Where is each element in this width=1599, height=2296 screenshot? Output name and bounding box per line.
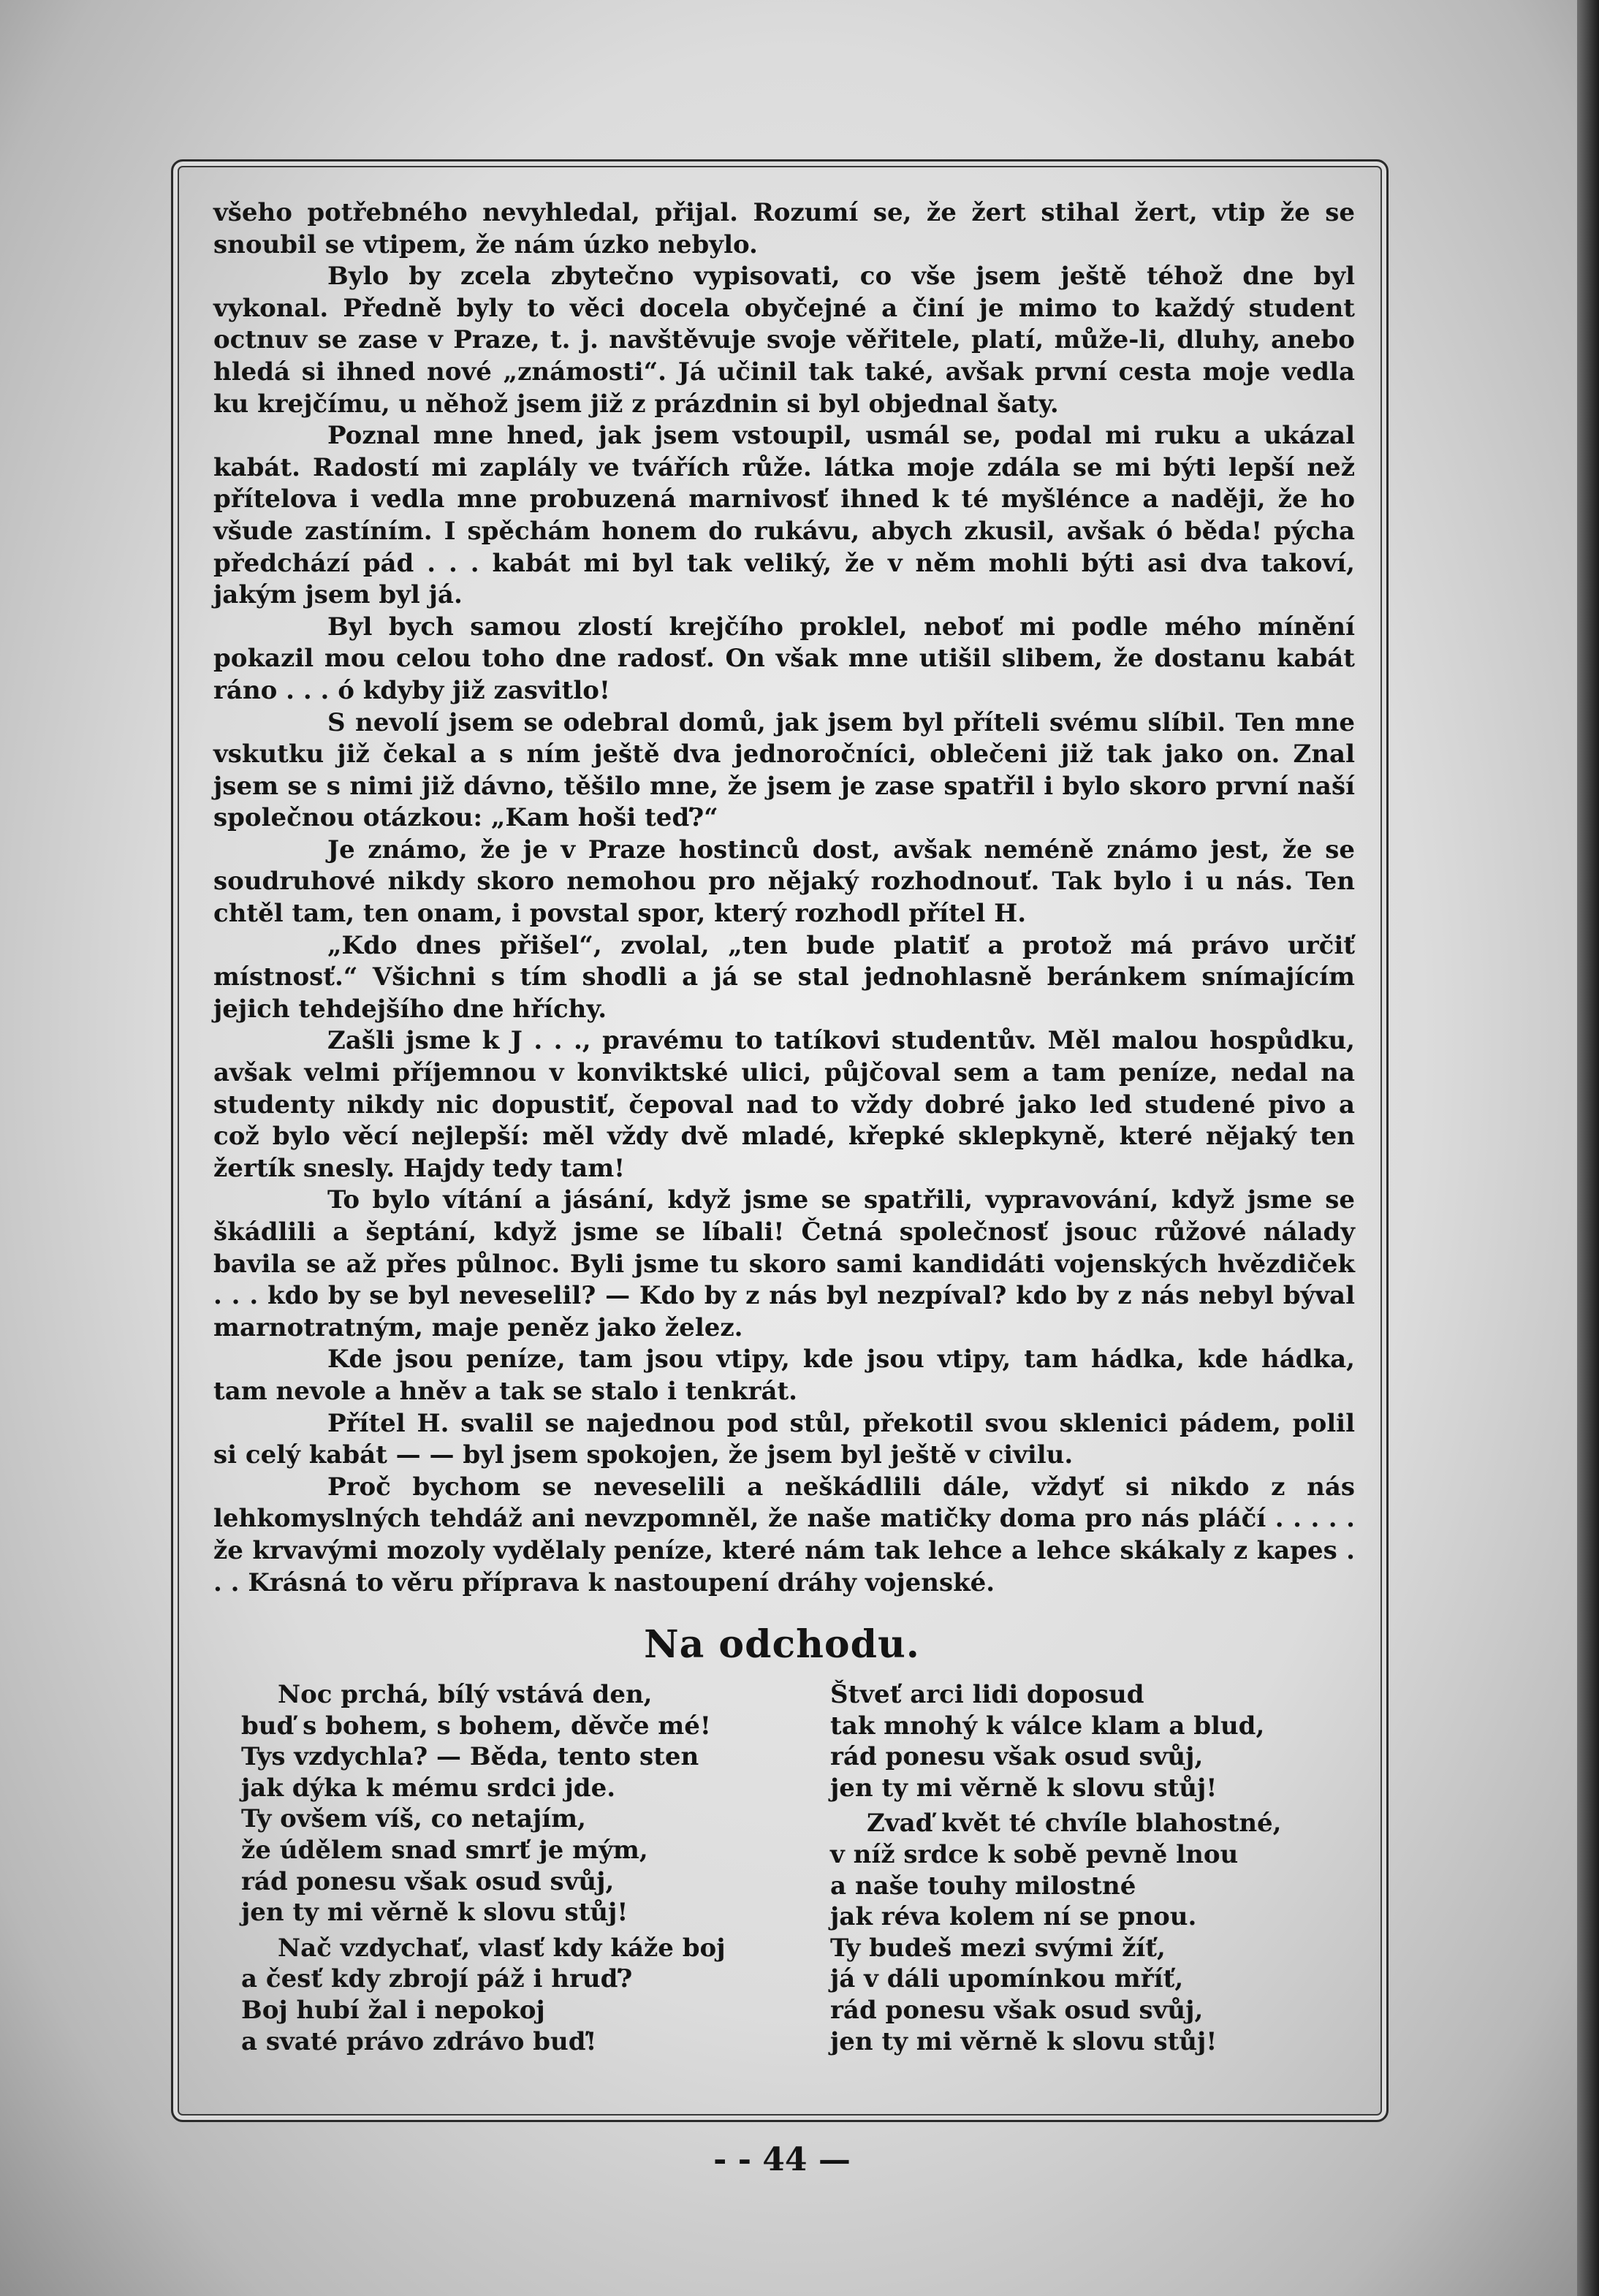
paragraph: Kde jsou peníze, tam jsou vtipy, kde jsou vtipy, tam hádka, kde hádka, tam nevole a hněv a tak se stalo i tenkrát. <box>213 1345 1355 1406</box>
paragraph: Je známo, že je v Praze hostinců dost, avšak neméně známo jest, že se soudruhové nikdy skoro nemohou pro nějaký rozhodnouť. Tak bylo i u nás. Ten chtěl tam, ten onam, i povstal spor, který rozhodl přítel H. <box>213 835 1355 929</box>
poem-line: jen ty mi věrně k slovu stůj! <box>830 2026 1218 2056</box>
poem-line: Noc prchá, bílý vstává den, <box>278 1680 653 1709</box>
poem-line: Boj hubí žal i nepokoj <box>241 1995 545 2025</box>
poem-line: jak dýka k mému srdci jde. <box>241 1773 616 1803</box>
poem-line: a česť kdy zbrojí páž i hruď? <box>241 1964 633 1994</box>
paragraph: Přítel H. svalil se najednou pod stůl, překotil svou sklenici pádem, polil si celý kabát — — byl jsem spokojen, že jsem byl ještě v civilu. <box>213 1408 1355 1470</box>
poem-line: že údělem snad smrť je mým, <box>241 1835 648 1865</box>
poem-line: Ty ovšem víš, co netajím, <box>241 1804 586 1834</box>
poem-line: a svaté právo zdrávo buď! <box>241 2026 597 2056</box>
paragraph: Byl bych samou zlostí krejčího proklel, neboť mi podle mého mínění pokazil mou celou toho dne radosť. On však mne utišil slibem, že dostanu kabát ráno . . . ó kdyby již zasvitlo! <box>213 612 1355 705</box>
poem-stanza <box>241 1933 726 2057</box>
paragraph: všeho potřebného nevyhledal, přijal. Rozumí se, že žert stihal žert, vtip že se snoubil se vtipem, že nám úzko nebylo. <box>213 198 1355 259</box>
poem-line: Ty budeš mezi svými žíť, <box>830 1933 1166 1963</box>
poem-line: Zvaď květ té chvíle blahostné, <box>867 1809 1282 1839</box>
poem-line: tak mnohý k válce klam a blud, <box>830 1711 1265 1741</box>
poem-line: buď s bohem, s bohem, děvče mé! <box>241 1711 711 1741</box>
prose-text <box>213 197 1355 1599</box>
poem-line: Tys vzdychla? — Běda, tento sten <box>241 1742 699 1772</box>
paragraph: Zašli jsme k J . . ., pravému to tatíkovi studentův. Měl malou hospůdku, avšak velmi příjemnou v konviktské ulici, půjčoval sem a tam peníze, nedal na studenty nikdy nic dopustiť, čepoval nad to vždy dobré jako led studené pivo a což bylo věcí nejlepší: měl vždy dvě mladé, křepké sklepkyně, které nějaký ten žertík snesly. Hajdy tedy tam! <box>213 1026 1355 1183</box>
poem-stanza <box>830 1808 1282 2057</box>
page-binding-edge <box>1577 0 1599 2296</box>
poem-right-column <box>830 1679 1282 2061</box>
poem-title: Na odchodu. <box>644 1622 920 1667</box>
poem-line: jen ty mi věrně k slovu stůj! <box>830 1773 1218 1803</box>
page-number: - - 44 — <box>713 2141 851 2178</box>
poem-line: rád ponesu však osud svůj, <box>241 1866 615 1896</box>
poem-line: jen ty mi věrně k slovu stůj! <box>241 1898 628 1928</box>
paragraph: To bylo vítání a jásání, když jsme se spatřili, vypravování, když jsme se škádlili a šeptání, když jsme se líbali! Četná společnosť jsouc růžové nálady bavila se až přes půlnoc. Byli jsme tu skoro sami kandidáti vojenských hvězdiček . . . kdo by se byl neveselil? — Kdo by z nás byl nezpíval? kdo by z nás nebyl býval marnotratným, maje peněz jako želez. <box>213 1185 1355 1342</box>
paragraph: „Kdo dnes přišel“, zvolal, „ten bude platiť a protož má právo určiť místnosť.“ Všichni s tím shodli a já se stal jednohlasně beránkem snímajícím jejich tehdejšího dne hříchy. <box>213 930 1355 1024</box>
poem-line: rád ponesu však osud svůj, <box>830 1995 1204 2025</box>
paragraph: Poznal mne hned, jak jsem vstoupil, usmál se, podal mi ruku a ukázal kabát. Radostí mi zaplály ve tvářích růže. látka moje zdála se mi býti lepší než přítelova i vedla mne probuzená marnivosť ihned k té myšlénce a naději, že ho všude zastíním. I spěchám honem do rukávu, abych zkusil, avšak ó běda! pýcha předchází pád . . . kabát mi byl tak veliký, že v něm mohli býti asi dva takoví, jakým jsem byl já. <box>213 421 1355 610</box>
poem-stanza <box>830 1679 1282 1803</box>
poem-line: v níž srdce k sobě pevně lnou <box>830 1839 1239 1869</box>
poem-line: Štveť arci lidi doposud <box>830 1680 1144 1709</box>
paragraph: Proč bychom se neveselili a neškádlili dále, vždyť si nikdo z nás lehkomyslných tehdáž ani nevzpomněl, že naše matičky doma pro nás pláčí . . . . . že krvavými mozoly vydělaly peníze, které nám tak lehce a lehce skákaly z kapes . . . Krásná to věru příprava k nastoupení dráhy vojenské. <box>213 1472 1355 1597</box>
poem-line: já v dáli upomínkou mříť, <box>830 1964 1184 1994</box>
paragraph: S nevolí jsem se odebral domů, jak jsem byl příteli svému slíbil. Ten mne vskutku již čekal a s ním ještě dva jednoročníci, oblečeni již tak jako on. Znal jsem se s nimi již dávno, těšilo mne, že jsem je zase spatřil i bylo skoro první naší společnou otázkou: „Kam hoši teď?“ <box>213 707 1355 833</box>
poem-line: Nač vzdychať, vlasť kdy káže boj <box>278 1933 726 1963</box>
poem-line: jak réva kolem ní se pnou. <box>830 1902 1197 1932</box>
poem-left-column <box>241 1679 726 2061</box>
poem-line: a naše touhy milostné <box>830 1871 1136 1901</box>
poem-stanza <box>241 1679 726 1928</box>
poem-line: rád ponesu však osud svůj, <box>830 1742 1204 1772</box>
paragraph: Bylo by zcela zbytečno vypisovati, co vše jsem ještě téhož dne byl vykonal. Předně byly to věci docela obyčejné a činí je mimo to každý student octnuv se zase v Praze, t. j. navštěvuje svoje věřitele, platí, může-li, dluhy, anebo hledá si ihned nové „známosti“. Já učinil tak také, avšak první cesta moje vedla ku krejčímu, u něhož jsem již z prázdnin si byl objednal šaty. <box>213 262 1355 419</box>
